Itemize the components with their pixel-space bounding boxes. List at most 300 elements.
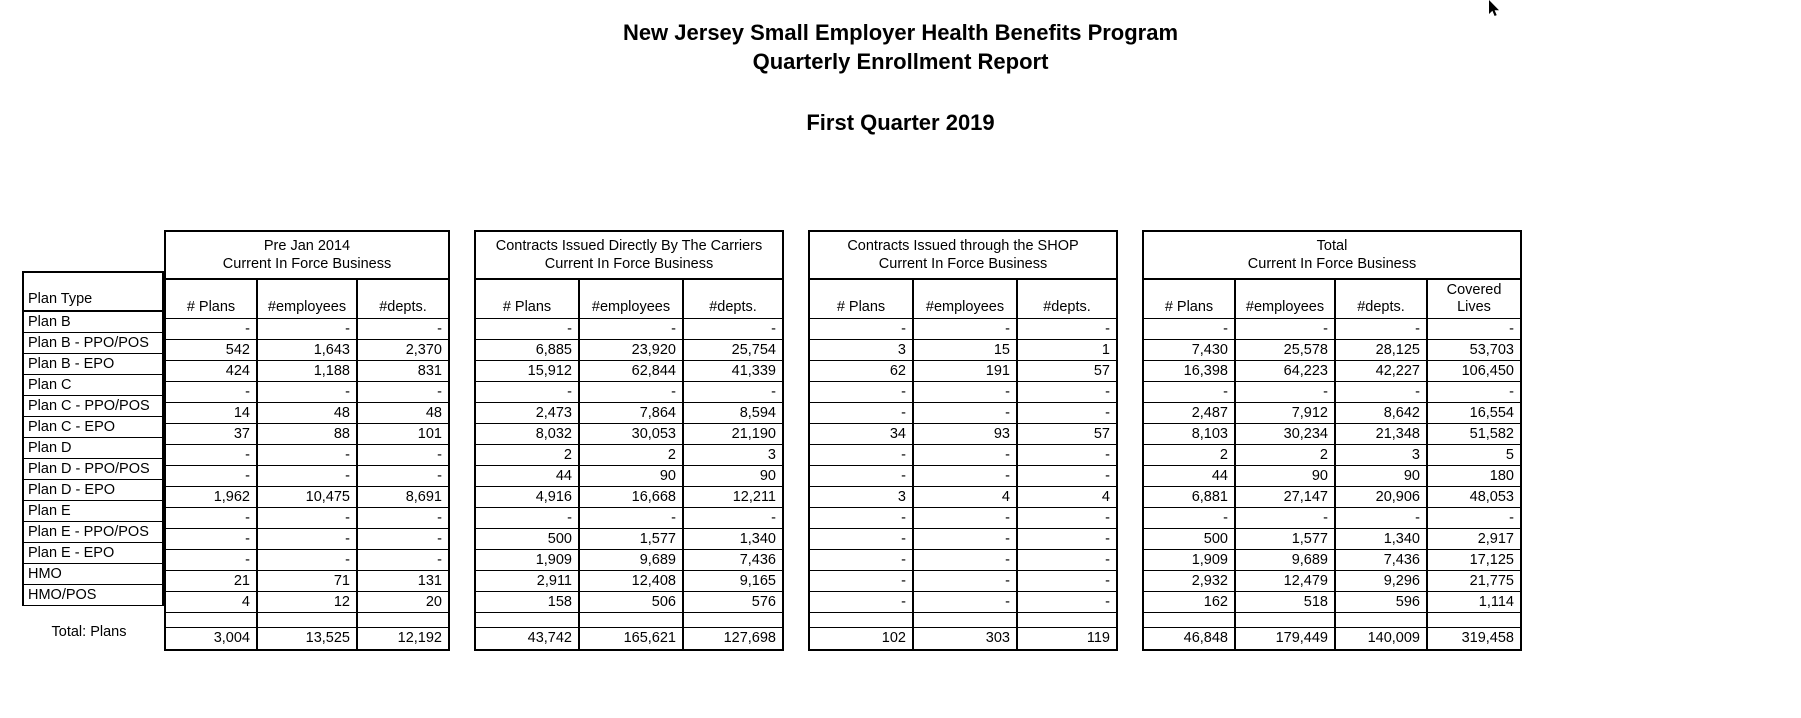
data-cell: -	[913, 507, 1017, 528]
row-label-table	[22, 230, 164, 643]
table-row	[165, 549, 449, 570]
data-cell: 12	[257, 591, 357, 612]
rowlabel-spacer-cell	[23, 230, 163, 272]
data-cell: -	[257, 528, 357, 549]
data-cell: 542	[165, 339, 257, 360]
data-cell: -	[913, 444, 1017, 465]
data-cell: 48	[357, 402, 449, 423]
data-cell: 10,475	[257, 486, 357, 507]
data-cell: -	[257, 465, 357, 486]
row-label-cell: Plan C - PPO/POS	[23, 395, 163, 416]
table-row	[809, 381, 1117, 402]
row-label-cell: Plan C - EPO	[23, 416, 163, 437]
table-row	[1143, 360, 1521, 381]
data-cell: 1,643	[257, 339, 357, 360]
gap-cell	[165, 612, 257, 627]
data-cell: 12,211	[683, 486, 783, 507]
column-header-cell: #employees	[913, 279, 1017, 318]
data-cell: 9,689	[579, 549, 683, 570]
data-cell: -	[1017, 444, 1117, 465]
row-label-cell: HMO	[23, 563, 163, 584]
total-cell: 179,449	[1235, 627, 1335, 650]
rowlabel-spacer-row	[23, 230, 163, 272]
table-row	[165, 507, 449, 528]
data-cell: 1,188	[257, 360, 357, 381]
data-cell: -	[913, 318, 1017, 339]
report-title-line-1: New Jersey Small Employer Health Benefits Program	[622, 20, 1179, 45]
table-row	[165, 528, 449, 549]
total-row-label: Total: Plans	[51, 623, 127, 640]
table-row	[809, 591, 1117, 612]
table-row	[23, 563, 163, 584]
table-row	[1143, 444, 1521, 465]
table-row	[809, 402, 1117, 423]
table-row	[475, 381, 783, 402]
table-row	[23, 458, 163, 479]
row-label-cell: Plan E - EPO	[23, 542, 163, 563]
data-cell: 518	[1235, 591, 1335, 612]
group-header-pre-jan-2014: Pre Jan 2014 Current In Force Business	[165, 231, 449, 279]
data-cell: -	[357, 444, 449, 465]
data-cell: -	[1427, 318, 1521, 339]
column-header-row	[1143, 279, 1521, 318]
data-cell: -	[257, 318, 357, 339]
table-row	[165, 591, 449, 612]
data-cell: 4	[1017, 486, 1117, 507]
data-cell: -	[1017, 528, 1117, 549]
data-cell: -	[913, 570, 1017, 591]
table-row	[23, 416, 163, 437]
total-cell: 102	[809, 627, 913, 650]
report-title-block	[0, 0, 1801, 136]
data-cell: -	[257, 381, 357, 402]
gap-row	[1143, 612, 1521, 627]
row-label-cell: Plan D - PPO/POS	[23, 458, 163, 479]
data-cell: -	[257, 507, 357, 528]
table-row	[23, 332, 163, 353]
data-cell: 4,916	[475, 486, 579, 507]
column-header-cell: # Plans	[475, 279, 579, 318]
data-cell: 4	[913, 486, 1017, 507]
table-row	[165, 423, 449, 444]
data-cell: -	[1017, 381, 1117, 402]
data-cell: -	[1017, 591, 1117, 612]
data-cell: 12,479	[1235, 570, 1335, 591]
data-cell: -	[913, 381, 1017, 402]
data-cell: 1,962	[165, 486, 257, 507]
table-row	[165, 444, 449, 465]
data-cell: 90	[1235, 465, 1335, 486]
gap-cell	[357, 612, 449, 627]
table-row	[475, 591, 783, 612]
data-cell: 506	[579, 591, 683, 612]
row-label-column	[22, 230, 164, 643]
data-cell: -	[913, 402, 1017, 423]
table-row	[165, 381, 449, 402]
data-cell: 8,032	[475, 423, 579, 444]
data-cell: 1,577	[579, 528, 683, 549]
total-cell: 303	[913, 627, 1017, 650]
table-row	[809, 318, 1117, 339]
data-cell: 7,436	[683, 549, 783, 570]
table-row	[23, 311, 163, 332]
table-row	[165, 402, 449, 423]
data-cell: 12,408	[579, 570, 683, 591]
table-row	[23, 395, 163, 416]
table-row	[475, 570, 783, 591]
data-cell: -	[809, 465, 913, 486]
column-header-cell: #depts.	[357, 279, 449, 318]
data-cell: -	[1335, 507, 1427, 528]
data-cell: 71	[257, 570, 357, 591]
data-cell: 25,578	[1235, 339, 1335, 360]
data-cell: 8,691	[357, 486, 449, 507]
row-label-cell: Plan E - PPO/POS	[23, 521, 163, 542]
data-cell: -	[357, 465, 449, 486]
total-cell: 46,848	[1143, 627, 1235, 650]
column-header-cell: #depts.	[1335, 279, 1427, 318]
data-cell: -	[913, 465, 1017, 486]
data-cell: 1	[1017, 339, 1117, 360]
data-cell: 5	[1427, 444, 1521, 465]
data-cell: 16,398	[1143, 360, 1235, 381]
table-row	[1143, 528, 1521, 549]
table-row	[1143, 570, 1521, 591]
data-cell: 21,775	[1427, 570, 1521, 591]
column-header-row	[475, 279, 783, 318]
data-cell: -	[357, 528, 449, 549]
group-header-row	[475, 231, 783, 279]
table-row	[475, 360, 783, 381]
column-header-row	[165, 279, 449, 318]
data-cell: 9,296	[1335, 570, 1427, 591]
data-cell: 7,430	[1143, 339, 1235, 360]
data-cell: -	[1235, 318, 1335, 339]
data-cell: -	[683, 507, 783, 528]
data-cell: 21	[165, 570, 257, 591]
group-header-row	[165, 231, 449, 279]
group-table-contracts-shop	[808, 230, 1118, 651]
data-cell: -	[809, 444, 913, 465]
gap-cell	[23, 605, 163, 620]
data-cell: -	[1427, 381, 1521, 402]
group-table-contracts-direct-carriers	[474, 230, 784, 651]
data-cell: -	[165, 465, 257, 486]
group-header-total: Total Current In Force Business	[1143, 231, 1521, 279]
table-row	[165, 339, 449, 360]
data-cell: 93	[913, 423, 1017, 444]
report-title-line-2: Quarterly Enrollment Report	[752, 49, 1049, 74]
table-row	[1143, 318, 1521, 339]
data-cell: -	[1143, 318, 1235, 339]
data-cell: -	[579, 318, 683, 339]
data-cell: 42,227	[1335, 360, 1427, 381]
data-cell: -	[1143, 381, 1235, 402]
data-cell: -	[579, 507, 683, 528]
data-cell: 424	[165, 360, 257, 381]
data-cell: 2,917	[1427, 528, 1521, 549]
table-row	[23, 374, 163, 395]
data-cell: -	[165, 318, 257, 339]
data-cell: 90	[1335, 465, 1427, 486]
data-cell: 21,348	[1335, 423, 1427, 444]
data-cell: 8,594	[683, 402, 783, 423]
gap-cell	[1143, 612, 1235, 627]
row-label-cell: Plan B	[23, 311, 163, 332]
table-row	[165, 318, 449, 339]
gap-cell	[683, 612, 783, 627]
data-cell: -	[357, 549, 449, 570]
data-cell: 500	[1143, 528, 1235, 549]
row-label-cell: Plan D - EPO	[23, 479, 163, 500]
data-cell: 48	[257, 402, 357, 423]
data-cell: 28,125	[1335, 339, 1427, 360]
data-cell: 3	[1335, 444, 1427, 465]
row-label-cell: Plan C	[23, 374, 163, 395]
gap-cell	[913, 612, 1017, 627]
data-cell: 23,920	[579, 339, 683, 360]
data-cell: 16,668	[579, 486, 683, 507]
data-cell: 4	[165, 591, 257, 612]
data-cell: -	[165, 381, 257, 402]
data-cell: 62	[809, 360, 913, 381]
data-cell: 88	[257, 423, 357, 444]
data-cell: -	[683, 318, 783, 339]
data-cell: -	[913, 591, 1017, 612]
data-cell: 180	[1427, 465, 1521, 486]
data-cell: -	[165, 444, 257, 465]
data-cell: -	[913, 528, 1017, 549]
row-label-cell: Plan D	[23, 437, 163, 458]
gap-row	[809, 612, 1117, 627]
group-header-row	[809, 231, 1117, 279]
data-cell: 30,053	[579, 423, 683, 444]
total-cell: 319,458	[1427, 627, 1521, 650]
column-header-plan-type: Plan Type	[23, 272, 163, 311]
data-cell: 8,642	[1335, 402, 1427, 423]
data-cell: 57	[1017, 360, 1117, 381]
row-label-cell: Plan B - PPO/POS	[23, 332, 163, 353]
data-cell: 17,125	[1427, 549, 1521, 570]
data-cell: 9,165	[683, 570, 783, 591]
data-cell: 53,703	[1427, 339, 1521, 360]
data-cell: 831	[357, 360, 449, 381]
total-cell: 43,742	[475, 627, 579, 650]
data-cell: 162	[1143, 591, 1235, 612]
table-row	[165, 465, 449, 486]
data-cell: -	[1427, 507, 1521, 528]
data-cell: 57	[1017, 423, 1117, 444]
data-cell: -	[809, 570, 913, 591]
data-cell: 106,450	[1427, 360, 1521, 381]
table-row	[23, 353, 163, 374]
data-cell: -	[809, 528, 913, 549]
data-cell: 62,844	[579, 360, 683, 381]
table-row	[475, 507, 783, 528]
group-table-pre-jan-2014	[164, 230, 450, 651]
data-cell: -	[1017, 507, 1117, 528]
data-cell: 596	[1335, 591, 1427, 612]
data-cell: 20,906	[1335, 486, 1427, 507]
data-cell: 30,234	[1235, 423, 1335, 444]
data-cell: -	[475, 381, 579, 402]
data-cell: -	[165, 528, 257, 549]
data-cell: 1,909	[1143, 549, 1235, 570]
data-cell: 101	[357, 423, 449, 444]
data-cell: 1,340	[683, 528, 783, 549]
data-cell: 158	[475, 591, 579, 612]
data-cell: 16,554	[1427, 402, 1521, 423]
data-cell: -	[683, 381, 783, 402]
gap-cell	[1235, 612, 1335, 627]
table-row	[23, 542, 163, 563]
data-cell: -	[1017, 549, 1117, 570]
data-cell: 90	[683, 465, 783, 486]
data-cell: -	[1017, 402, 1117, 423]
data-cell: 25,754	[683, 339, 783, 360]
table-row	[475, 549, 783, 570]
table-row	[165, 570, 449, 591]
data-cell: 2,473	[475, 402, 579, 423]
data-cell: 44	[475, 465, 579, 486]
table-row	[475, 318, 783, 339]
data-cell: -	[809, 318, 913, 339]
data-cell: 37	[165, 423, 257, 444]
table-row	[809, 528, 1117, 549]
row-label-cell: Plan B - EPO	[23, 353, 163, 374]
data-cell: -	[357, 318, 449, 339]
data-cell: 51,582	[1427, 423, 1521, 444]
data-cell: -	[579, 381, 683, 402]
table-row	[475, 423, 783, 444]
data-cell: -	[165, 549, 257, 570]
gap-cell	[257, 612, 357, 627]
table-row	[475, 465, 783, 486]
column-header-cell: #employees	[579, 279, 683, 318]
rowlabel-header-row	[23, 272, 163, 311]
total-cell: 127,698	[683, 627, 783, 650]
data-cell: -	[357, 507, 449, 528]
table-row	[165, 486, 449, 507]
group-total	[1142, 230, 1522, 651]
data-cell: -	[165, 507, 257, 528]
group-header-contracts-direct-carriers: Contracts Issued Directly By The Carriers Current In Force Business	[475, 231, 783, 279]
table-row	[1143, 486, 1521, 507]
data-cell: -	[257, 444, 357, 465]
data-cell: 15	[913, 339, 1017, 360]
gap-row	[23, 605, 163, 620]
table-row	[809, 549, 1117, 570]
data-cell: 7,864	[579, 402, 683, 423]
total-cell: 3,004	[165, 627, 257, 650]
table-row	[809, 570, 1117, 591]
totals-row	[23, 620, 163, 643]
table-row	[165, 360, 449, 381]
data-cell: 2	[1143, 444, 1235, 465]
mouse-cursor-icon	[1489, 0, 1501, 18]
gap-row	[165, 612, 449, 627]
table-row	[1143, 339, 1521, 360]
total-cell: 13,525	[257, 627, 357, 650]
row-label-cell: Plan E	[23, 500, 163, 521]
table-row	[23, 500, 163, 521]
group-table-total	[1142, 230, 1522, 651]
table-row	[23, 521, 163, 542]
table-row	[475, 486, 783, 507]
table-row	[1143, 381, 1521, 402]
column-header-cell: # Plans	[1143, 279, 1235, 318]
data-cell: -	[257, 549, 357, 570]
gap-cell	[1017, 612, 1117, 627]
table-row	[23, 479, 163, 500]
column-header-cell: #depts.	[683, 279, 783, 318]
data-cell: -	[809, 402, 913, 423]
total-cell: 140,009	[1335, 627, 1427, 650]
table-row	[1143, 423, 1521, 444]
table-row	[809, 465, 1117, 486]
data-cell: 1,340	[1335, 528, 1427, 549]
row-label-cell: HMO/POS	[23, 584, 163, 605]
data-cell: 2,487	[1143, 402, 1235, 423]
data-cell: 34	[809, 423, 913, 444]
group-contracts-shop	[808, 230, 1118, 651]
data-cell: 131	[357, 570, 449, 591]
data-cell: 41,339	[683, 360, 783, 381]
data-cell: -	[913, 549, 1017, 570]
data-cell: 2	[475, 444, 579, 465]
total-cell: 119	[1017, 627, 1117, 650]
table-row	[809, 423, 1117, 444]
table-row	[1143, 507, 1521, 528]
data-cell: 6,885	[475, 339, 579, 360]
totals-row	[165, 627, 449, 650]
table-row	[23, 437, 163, 458]
data-cell: 1,114	[1427, 591, 1521, 612]
column-header-cell: Covered Lives	[1427, 279, 1521, 318]
data-cell: -	[475, 507, 579, 528]
total-cell: 12,192	[357, 627, 449, 650]
data-cell: 2,911	[475, 570, 579, 591]
data-cell: 8,103	[1143, 423, 1235, 444]
table-row	[809, 444, 1117, 465]
data-cell: 3	[809, 339, 913, 360]
data-cell: 64,223	[1235, 360, 1335, 381]
table-row	[809, 339, 1117, 360]
data-cell: -	[1235, 507, 1335, 528]
data-cell: 90	[579, 465, 683, 486]
data-cell: -	[1143, 507, 1235, 528]
group-contracts-direct-carriers	[474, 230, 784, 651]
group-header-row	[1143, 231, 1521, 279]
data-cell: -	[1017, 570, 1117, 591]
data-cell: -	[809, 591, 913, 612]
gap-cell	[809, 612, 913, 627]
column-header-cell: # Plans	[809, 279, 913, 318]
enrollment-tables	[22, 230, 1546, 651]
table-row	[1143, 591, 1521, 612]
data-cell: -	[809, 381, 913, 402]
data-cell: 2	[1235, 444, 1335, 465]
gap-cell	[475, 612, 579, 627]
column-header-cell: #employees	[257, 279, 357, 318]
data-cell: 6,881	[1143, 486, 1235, 507]
table-row	[475, 444, 783, 465]
totals-row	[1143, 627, 1521, 650]
table-row	[809, 507, 1117, 528]
data-cell: 2	[579, 444, 683, 465]
data-cell: -	[475, 318, 579, 339]
data-cell: 48,053	[1427, 486, 1521, 507]
